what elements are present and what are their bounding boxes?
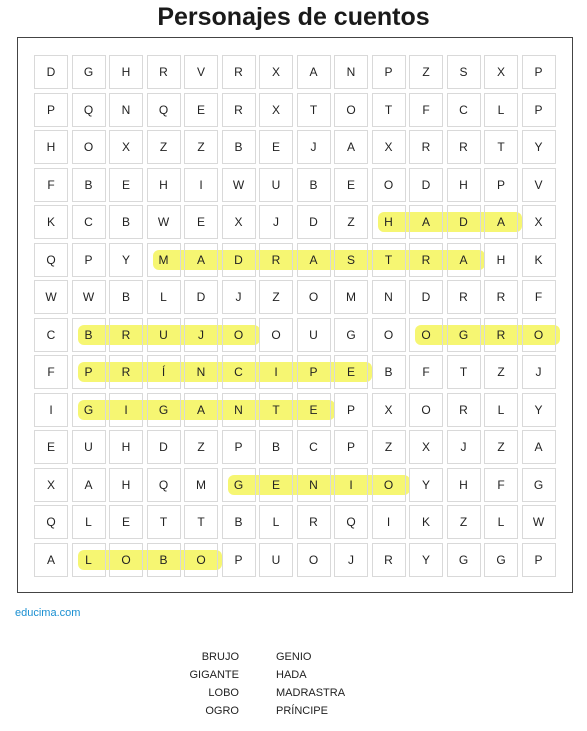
grid-cell[interactable]: Z (372, 430, 406, 464)
grid-cell[interactable]: I (109, 393, 143, 427)
grid-cell[interactable]: Q (147, 468, 181, 502)
grid-cell[interactable]: W (522, 505, 556, 539)
grid-cell[interactable]: C (447, 93, 481, 127)
grid-cell[interactable]: R (447, 280, 481, 314)
grid-cell[interactable]: A (297, 243, 331, 277)
grid-cell[interactable]: N (334, 55, 368, 89)
grid-cell[interactable]: X (222, 205, 256, 239)
grid-cell[interactable]: P (334, 393, 368, 427)
grid-cell[interactable]: D (222, 243, 256, 277)
grid-cell[interactable]: J (297, 130, 331, 164)
grid-cell[interactable]: Q (72, 93, 106, 127)
grid-cell[interactable]: O (184, 543, 218, 577)
grid-cell[interactable]: W (34, 280, 68, 314)
grid-cell[interactable]: J (259, 205, 293, 239)
grid-cell[interactable]: O (297, 543, 331, 577)
grid-cell[interactable]: U (147, 318, 181, 352)
brand-link[interactable]: educima.com (15, 607, 81, 619)
grid-cell[interactable]: Z (447, 505, 481, 539)
grid-cell[interactable]: H (109, 430, 143, 464)
grid-cell[interactable]: I (34, 393, 68, 427)
grid-cell[interactable]: P (334, 430, 368, 464)
grid-cell[interactable]: A (34, 543, 68, 577)
grid-cell[interactable]: F (409, 355, 443, 389)
grid-cell[interactable]: L (484, 505, 518, 539)
grid-cell[interactable]: P (34, 93, 68, 127)
grid-cell[interactable]: R (484, 280, 518, 314)
grid-cell[interactable]: P (222, 430, 256, 464)
grid-cell[interactable]: N (109, 93, 143, 127)
grid-cell[interactable]: Y (409, 543, 443, 577)
grid-cell[interactable]: T (484, 130, 518, 164)
grid-cell[interactable]: X (484, 55, 518, 89)
grid-cell[interactable]: T (184, 505, 218, 539)
grid-cell[interactable]: G (334, 318, 368, 352)
grid-cell[interactable]: Z (334, 205, 368, 239)
grid-cell[interactable]: R (222, 93, 256, 127)
grid-cell[interactable]: M (184, 468, 218, 502)
word-item: MADRASTRA (276, 687, 346, 699)
grid-cell[interactable]: B (222, 505, 256, 539)
grid-cell[interactable]: Z (409, 55, 443, 89)
grid-cell[interactable]: S (334, 243, 368, 277)
grid-cell[interactable]: G (222, 468, 256, 502)
grid-cell[interactable]: W (72, 280, 106, 314)
grid-cell[interactable]: S (447, 55, 481, 89)
grid-cell[interactable]: O (259, 318, 293, 352)
grid-cell[interactable]: R (372, 543, 406, 577)
grid-cell[interactable]: D (447, 205, 481, 239)
grid-cell[interactable]: B (222, 130, 256, 164)
grid-cell[interactable]: O (409, 318, 443, 352)
grid-cell[interactable]: E (109, 505, 143, 539)
grid-cell[interactable]: X (259, 93, 293, 127)
grid-cell[interactable]: K (34, 205, 68, 239)
grid-cell[interactable]: Y (522, 393, 556, 427)
grid-cell[interactable]: Q (34, 505, 68, 539)
grid-cell[interactable]: R (297, 505, 331, 539)
grid-cell[interactable]: E (259, 130, 293, 164)
grid-cell[interactable]: I (372, 505, 406, 539)
grid-cell[interactable]: N (372, 280, 406, 314)
grid-cell[interactable]: F (34, 355, 68, 389)
grid-cell[interactable]: G (447, 318, 481, 352)
grid-cell[interactable]: O (297, 280, 331, 314)
grid-cell[interactable]: G (447, 543, 481, 577)
grid-cell[interactable]: L (147, 280, 181, 314)
word-list-left (150, 648, 239, 720)
grid-cell[interactable]: E (34, 430, 68, 464)
grid-cell[interactable]: I (334, 468, 368, 502)
grid-cell[interactable]: U (72, 430, 106, 464)
grid-cell[interactable]: R (259, 243, 293, 277)
grid-cell[interactable]: L (72, 543, 106, 577)
grid-cell[interactable]: F (34, 168, 68, 202)
grid-cell[interactable]: A (184, 393, 218, 427)
grid-cell[interactable]: K (522, 243, 556, 277)
word-list-right (276, 648, 396, 720)
grid-cell[interactable]: A (484, 205, 518, 239)
grid-cell[interactable]: O (409, 393, 443, 427)
grid-cell[interactable]: T (259, 393, 293, 427)
grid-cell[interactable]: F (409, 93, 443, 127)
grid-cell[interactable]: U (259, 168, 293, 202)
grid-cell[interactable]: A (447, 243, 481, 277)
word-item: PRÍNCIPE (276, 705, 328, 717)
grid-cell[interactable]: J (447, 430, 481, 464)
grid-cell[interactable]: H (372, 205, 406, 239)
grid-cell[interactable]: L (259, 505, 293, 539)
grid-cell[interactable]: M (147, 243, 181, 277)
grid-cell[interactable]: P (297, 355, 331, 389)
word-item: OGRO (205, 705, 239, 717)
grid-cell[interactable]: R (109, 355, 143, 389)
grid-cell[interactable]: G (147, 393, 181, 427)
grid-cell[interactable]: O (72, 130, 106, 164)
grid-cell[interactable]: F (484, 468, 518, 502)
grid-cell[interactable]: G (522, 468, 556, 502)
grid-cell[interactable]: O (372, 168, 406, 202)
grid-cell[interactable]: O (334, 93, 368, 127)
page-title: Personajes de cuentos (157, 3, 430, 31)
grid-cell[interactable]: H (109, 55, 143, 89)
grid-cell[interactable]: Z (484, 355, 518, 389)
grid-cell[interactable]: M (334, 280, 368, 314)
grid-cell[interactable]: C (297, 430, 331, 464)
grid-cell[interactable]: X (372, 393, 406, 427)
grid-cell[interactable]: E (184, 205, 218, 239)
grid-cell[interactable]: L (484, 393, 518, 427)
grid-cell[interactable]: U (259, 543, 293, 577)
grid-cell[interactable]: J (222, 280, 256, 314)
grid-cell[interactable]: P (72, 243, 106, 277)
grid-cell[interactable]: T (372, 243, 406, 277)
grid-cell[interactable]: Z (259, 280, 293, 314)
grid-cell[interactable]: R (409, 243, 443, 277)
grid-cell[interactable]: B (372, 355, 406, 389)
grid-cell[interactable]: P (522, 55, 556, 89)
grid-cell[interactable]: H (484, 243, 518, 277)
word-item: LOBO (208, 687, 239, 699)
grid-cell[interactable]: E (184, 93, 218, 127)
grid-cell[interactable]: V (184, 55, 218, 89)
grid-cell[interactable]: L (72, 505, 106, 539)
grid-cell[interactable]: R (447, 130, 481, 164)
grid-cell[interactable]: D (184, 280, 218, 314)
grid-cell[interactable]: A (184, 243, 218, 277)
grid-cell[interactable]: J (334, 543, 368, 577)
grid-cell[interactable]: T (147, 505, 181, 539)
word-item: GENIO (276, 651, 312, 663)
grid-cell[interactable]: H (147, 168, 181, 202)
word-item: HADA (276, 669, 307, 681)
grid-cell[interactable]: Í (147, 355, 181, 389)
grid-cell[interactable]: B (72, 168, 106, 202)
grid-cell[interactable]: K (409, 505, 443, 539)
grid-cell[interactable]: R (484, 318, 518, 352)
grid-cell[interactable]: D (409, 168, 443, 202)
grid-cell[interactable]: R (409, 130, 443, 164)
grid-cell[interactable]: X (409, 430, 443, 464)
grid-cell[interactable]: A (297, 55, 331, 89)
grid-cell[interactable]: A (409, 205, 443, 239)
grid-cell[interactable]: I (184, 168, 218, 202)
grid-cell[interactable]: Z (184, 130, 218, 164)
grid-cell[interactable]: J (184, 318, 218, 352)
grid-cell[interactable]: A (522, 430, 556, 464)
grid-cell[interactable]: T (372, 93, 406, 127)
grid-cell[interactable]: R (147, 55, 181, 89)
grid-cell[interactable]: B (297, 168, 331, 202)
grid-cell[interactable]: U (297, 318, 331, 352)
grid-cell[interactable]: H (109, 468, 143, 502)
grid-cell[interactable]: L (484, 93, 518, 127)
grid-cell[interactable]: X (259, 55, 293, 89)
grid-cell[interactable]: B (109, 280, 143, 314)
grid-cell[interactable]: X (109, 130, 143, 164)
grid-cell[interactable]: R (222, 55, 256, 89)
grid-cell[interactable]: D (409, 280, 443, 314)
grid-cell[interactable]: C (222, 355, 256, 389)
grid-cell[interactable]: O (222, 318, 256, 352)
grid-cell[interactable]: D (34, 55, 68, 89)
grid-cell[interactable]: E (109, 168, 143, 202)
grid-cell[interactable]: H (447, 168, 481, 202)
grid-cell[interactable]: T (447, 355, 481, 389)
grid-cell[interactable]: G (484, 543, 518, 577)
grid-cell[interactable]: Q (34, 243, 68, 277)
grid-cell[interactable]: E (259, 468, 293, 502)
grid-cell[interactable]: X (34, 468, 68, 502)
grid-cell[interactable]: F (522, 280, 556, 314)
grid-cell[interactable]: Y (109, 243, 143, 277)
grid-cell[interactable]: D (297, 205, 331, 239)
grid-cell[interactable]: Q (147, 93, 181, 127)
grid-cell[interactable]: G (72, 55, 106, 89)
grid-cell[interactable]: P (72, 355, 106, 389)
grid-cell[interactable]: B (72, 318, 106, 352)
word-item: BRUJO (201, 651, 239, 663)
grid-cell[interactable]: G (72, 393, 106, 427)
grid-cell[interactable]: N (297, 468, 331, 502)
grid-cell[interactable]: O (522, 318, 556, 352)
grid-cell[interactable]: C (72, 205, 106, 239)
grid-cell[interactable]: Q (334, 505, 368, 539)
grid-cell[interactable]: A (334, 130, 368, 164)
grid-cell[interactable]: R (447, 393, 481, 427)
grid-cell[interactable]: Z (147, 130, 181, 164)
grid-cell[interactable]: A (72, 468, 106, 502)
grid-cell[interactable]: D (147, 430, 181, 464)
grid-cell[interactable]: P (522, 93, 556, 127)
grid-cell[interactable]: Z (184, 430, 218, 464)
grid-cell[interactable]: E (297, 393, 331, 427)
grid-cell[interactable]: W (147, 205, 181, 239)
grid-cell[interactable]: H (34, 130, 68, 164)
grid-cell[interactable]: B (147, 543, 181, 577)
grid-cell[interactable]: E (334, 355, 368, 389)
grid-cell[interactable]: Y (522, 130, 556, 164)
grid-cell[interactable]: O (372, 318, 406, 352)
grid-cell[interactable]: Z (484, 430, 518, 464)
grid-cell[interactable]: P (372, 55, 406, 89)
grid-cell[interactable]: X (522, 205, 556, 239)
grid-cell[interactable]: W (222, 168, 256, 202)
grid-cell[interactable]: H (447, 468, 481, 502)
grid-cell[interactable]: B (259, 430, 293, 464)
grid-cell[interactable]: P (222, 543, 256, 577)
word-item: GIGANTE (189, 669, 239, 681)
grid-cell[interactable]: O (372, 468, 406, 502)
grid-cell[interactable]: N (184, 355, 218, 389)
grid-cell[interactable]: X (372, 130, 406, 164)
grid-cell[interactable]: T (297, 93, 331, 127)
grid-cell[interactable]: I (259, 355, 293, 389)
grid-cell[interactable]: J (522, 355, 556, 389)
grid-cell[interactable]: B (109, 205, 143, 239)
grid-cell[interactable]: V (522, 168, 556, 202)
grid-cell[interactable]: E (334, 168, 368, 202)
grid-cell[interactable]: Y (409, 468, 443, 502)
grid-cell[interactable]: R (109, 318, 143, 352)
grid-cell[interactable]: O (109, 543, 143, 577)
grid-cell[interactable]: P (484, 168, 518, 202)
grid-cell[interactable]: N (222, 393, 256, 427)
grid-cell[interactable]: C (34, 318, 68, 352)
grid-cell[interactable]: P (522, 543, 556, 577)
